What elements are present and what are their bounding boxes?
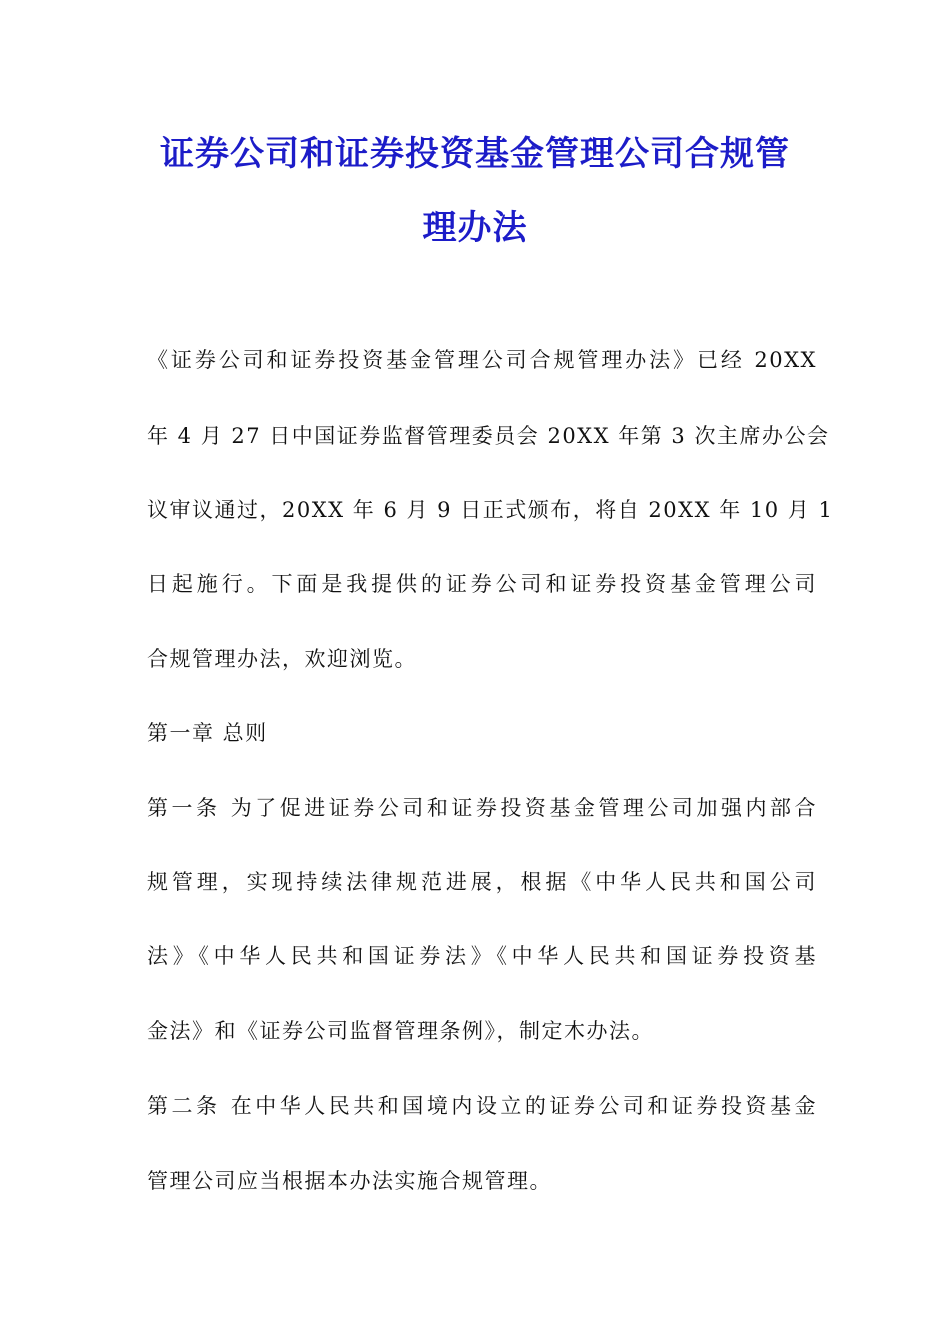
body-line-4: 日起施行。下面是我提供的证券公司和证券投资基金管理公司 (147, 572, 817, 596)
body-line-7: 第一条 为了促进证券公司和证券投资基金管理公司加强内部合 (147, 796, 817, 820)
document-title-line-1: 证券公司和证券投资基金管理公司合规管 (160, 134, 790, 174)
body-line-10: 金法》和《证券公司监督管理条例》，制定木办法。 (147, 1019, 654, 1043)
body-line-12: 管理公司应当根据本办法实施合规管理。 (147, 1169, 552, 1193)
body-line-2: 年 4 月 27 日中国证券监督管理委员会 20XX 年第 3 次主席办公会 (147, 424, 830, 448)
body-line-5: 合规管理办法，欢迎浏览。 (147, 647, 417, 671)
body-line-3: 议审议通过，20XX 年 6 月 9 日正式颁布，将自 20XX 年 10 月 1 (147, 498, 834, 522)
body-line-11: 第二条 在中华人民共和国境内设立的证券公司和证券投资基金 (147, 1094, 817, 1118)
document-title-line-2: 理办法 (422, 208, 528, 248)
body-line-8: 规管理，实现持续法律规范进展，根据《中华人民共和国公司 (147, 870, 817, 894)
body-line-1: 《证券公司和证券投资基金管理公司合规管理办法》已经 20XX (147, 348, 817, 372)
chapter-heading: 第一章 总则 (147, 721, 268, 745)
body-line-9: 法》《中华人民共和国证券法》《中华人民共和国证券投资基 (147, 944, 817, 968)
